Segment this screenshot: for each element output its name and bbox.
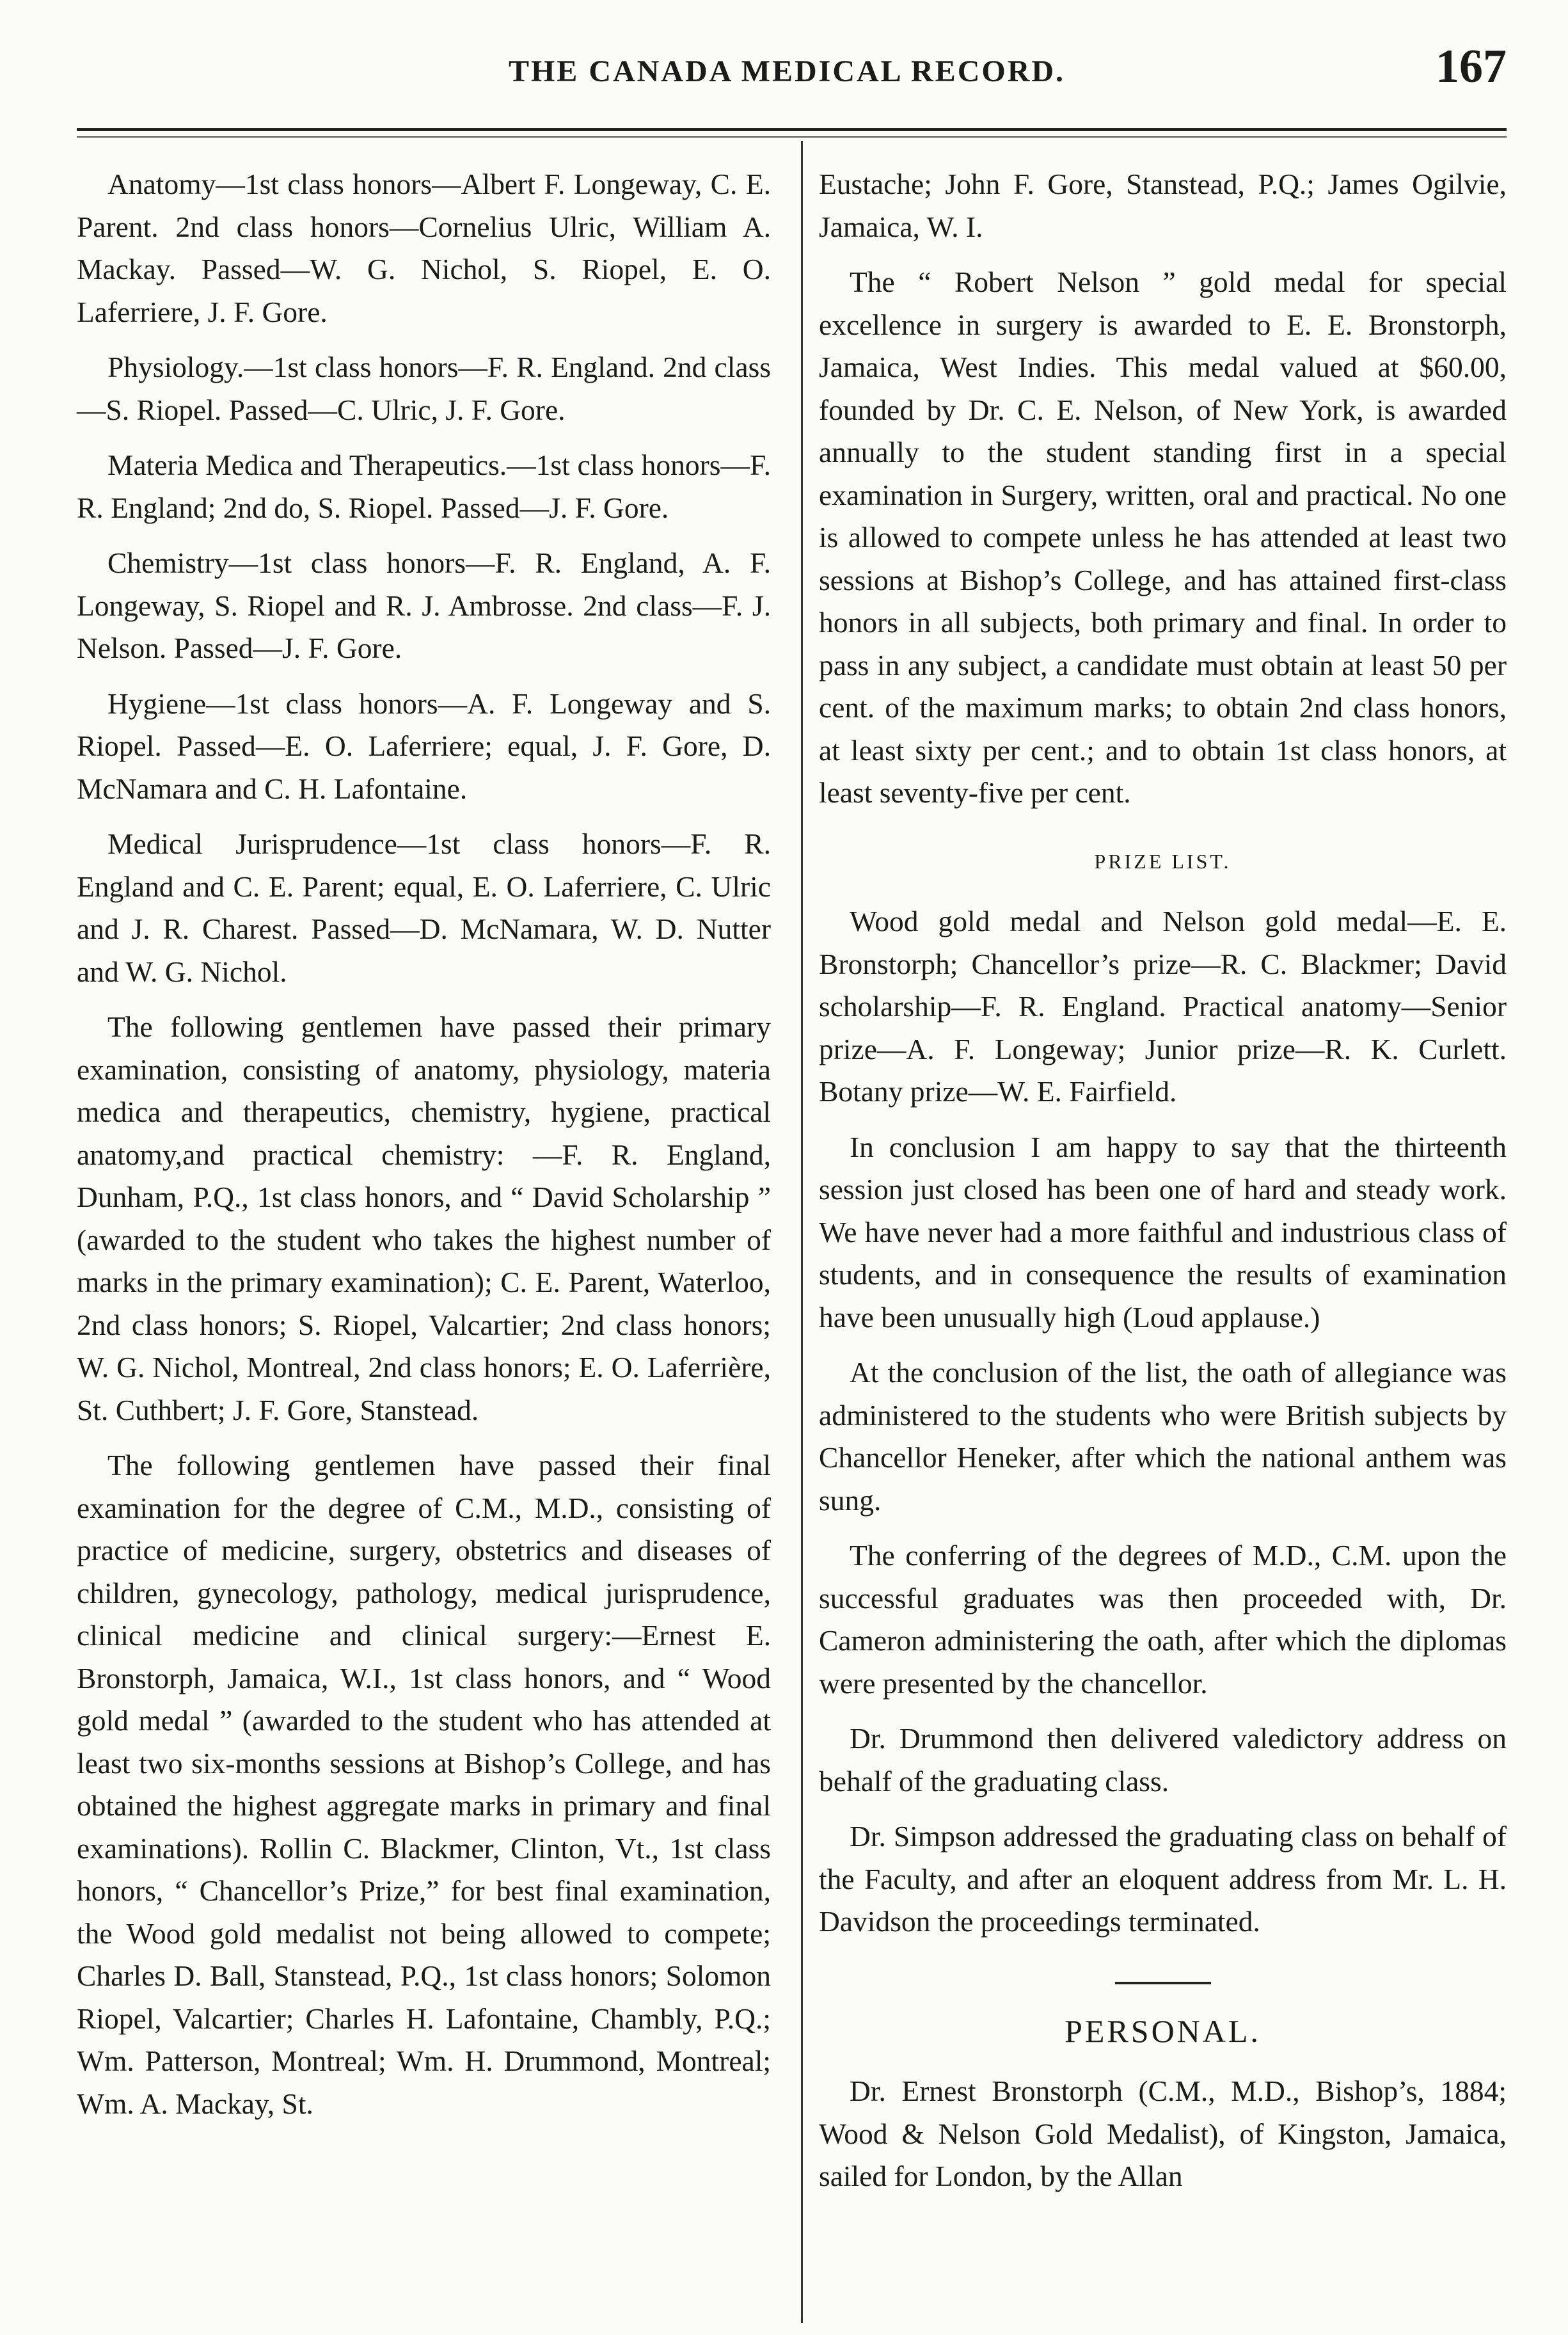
- section-divider: [1115, 1982, 1211, 1984]
- paragraph-anatomy: Anatomy—1st class honors—Albert F. Longeway, C. E. Parent. 2nd class honors—Cornelius Ulric, William A. Mackay. Passed—W. G. Nichol, S. Riopel, E. O. Laferriere, J. F. Gore.: [77, 168, 771, 328]
- paragraph-oath: At the conclusion of the list, the oath of allegiance was administered to the students who were British subjects by Chancellor Heneker, after which the national anthem was sung.: [819, 1356, 1507, 1517]
- paragraph-nelson-medal: The “ Robert Nelson ” gold medal for special excellence in surgery is awarded to E. E. Bronstorph, Jamaica, West Indies. This medal valued at $60.00, founded by Dr. C. E. Nelson, of New York, is awarded annually to the student standing first in a special examination in Surgery, written, oral and practical. No one is allowed to compete unless he has attended at least two sessions at Bishop’s College, and has attained first-class honors in all subjects, both primary and final. In order to pass in any subject, a candidate must obtain at least 50 per cent. of the maximum marks; to obtain 2nd class honors, at least sixty per cent.; and to obtain 1st class honors, at least seventy-five per cent.: [819, 266, 1507, 809]
- page-number: 167: [1436, 40, 1507, 93]
- running-header: [67, 40, 1507, 110]
- right-column: [819, 163, 1507, 2211]
- paragraph-final-examination: The following gentlemen have passed their final examination for the degree of C.M., M.D., consisting of practice of medicine, surgery, obstetrics and diseases of children, gynecology, pathology, medical jurisprudence, clinical medicine and clinical surgery:—Ernest E. Bronstorph, Jamaica, W.I., 1st class honors, and “ Wood gold medal ” (awarded to the student who has attended at least two six-months sessions at Bishop’s College, and has obtained the highest aggregate marks in primary and final examinations). Rollin C. Blackmer, Clinton, Vt., 1st class honors, “ Chancellor’s Prize,” for best final examination, the Wood gold medalist not being allowed to compete; Charles D. Ball, Stanstead, P.Q., 1st class honors; Solomon Riopel, Valcartier; Charles H. Lafontaine, Chambly, P.Q.; Wm. Patterson, Montreal; Wm. H. Drummond, Montreal; Wm. A. Mackay, St.: [77, 1449, 771, 2120]
- header-rule-thin: [77, 136, 1507, 138]
- personal-heading: PERSONAL.: [1065, 2012, 1261, 2049]
- header-rule: [77, 128, 1507, 131]
- paragraph-medical-jurisprudence: Medical Jurisprudence—1st class honors—F. R. England and C. E. Parent; equal, E. O. Laferriere, C. Ulric and J. R. Charest. Passed—D. McNamara, W. D. Nutter and W. G. Nichol.: [77, 827, 771, 988]
- paragraph-valedictory: Dr. Drummond then delivered valedictory address on behalf of the graduating class.: [819, 1722, 1507, 1797]
- paragraph-degrees: The conferring of the degrees of M.D., C.M. upon the successful graduates was then proceeded with, Dr. Cameron administering the oath, after which the diplomas were presented by the chancellor.: [819, 1539, 1507, 1700]
- paragraph-chemistry: Chemistry—1st class honors—F. R. England, A. F. Longeway, S. Riopel and R. J. Ambrosse. 2nd class—F. J. Nelson. Passed—J. F. Gore.: [77, 546, 771, 664]
- paragraph-materia-medica: Materia Medica and Therapeutics.—1st class honors—F. R. England; 2nd do, S. Riopel. Passed—J. F. Gore.: [77, 449, 771, 524]
- left-column: [77, 163, 771, 2138]
- journal-title: THE CANADA MEDICAL RECORD.: [508, 54, 1066, 88]
- paragraph-prize-list: Wood gold medal and Nelson gold medal—E. E. Bronstorph; Chancellor’s prize—R. C. Blackmer; David scholarship—F. R. England. Practical anatomy—Senior prize—A. F. Longeway; Junior prize—R. K. Curlett. Botany prize—W. E. Fairfield.: [819, 905, 1507, 1108]
- paragraph-continued: Eustache; John F. Gore, Stanstead, P.Q.; James Ogilvie, Jamaica, W. I.: [819, 168, 1507, 243]
- paragraph-personal: Dr. Ernest Bronstorph (C.M., M.D., Bishop’s, 1884; Wood & Nelson Gold Medalist), of Kingston, Jamaica, sailed for London, by the Allan: [819, 2075, 1507, 2192]
- paragraph-conclusion: In conclusion I am happy to say that the thirteenth session just closed has been one of hard and steady work. We have never had a more faithful and industrious class of students, and in consequence the results of examination have been unusually high (Loud applause.): [819, 1130, 1507, 1334]
- paragraph-hygiene: Hygiene—1st class honors—A. F. Longeway and S. Riopel. Passed—E. O. Laferriere; equal, J. F. Gore, D. McNamara and C. H. Lafontaine.: [77, 687, 771, 805]
- paragraph-address: Dr. Simpson addressed the graduating class on behalf of the Faculty, and after an eloquent address from Mr. L. H. Davidson the proceedings terminated.: [819, 1820, 1507, 1938]
- paragraph-primary-examination: The following gentlemen have passed their primary examination, consisting of anatomy, physiology, materia medica and therapeutics, chemistry, hygiene, practical anatomy,and practical chemistry: —F. R. England, Dunham, P.Q., 1st class honors, and “ David Scholarship ” (awarded to the student who takes the highest number of marks in the primary examination); C. E. Parent, Waterloo, 2nd class honors; S. Riopel, Valcartier; 2nd class honors; W. G. Nichol, Montreal, 2nd class honors; E. O. Laferrière, St. Cuthbert; J. F. Gore, Stanstead.: [77, 1010, 771, 1426]
- prize-list-heading: PRIZE LIST.: [1094, 849, 1231, 873]
- paragraph-physiology: Physiology.—1st class honors—F. R. England. 2nd class—S. Riopel. Passed—C. Ulric, J. F. Gore.: [77, 351, 771, 426]
- column-divider: [801, 141, 803, 2323]
